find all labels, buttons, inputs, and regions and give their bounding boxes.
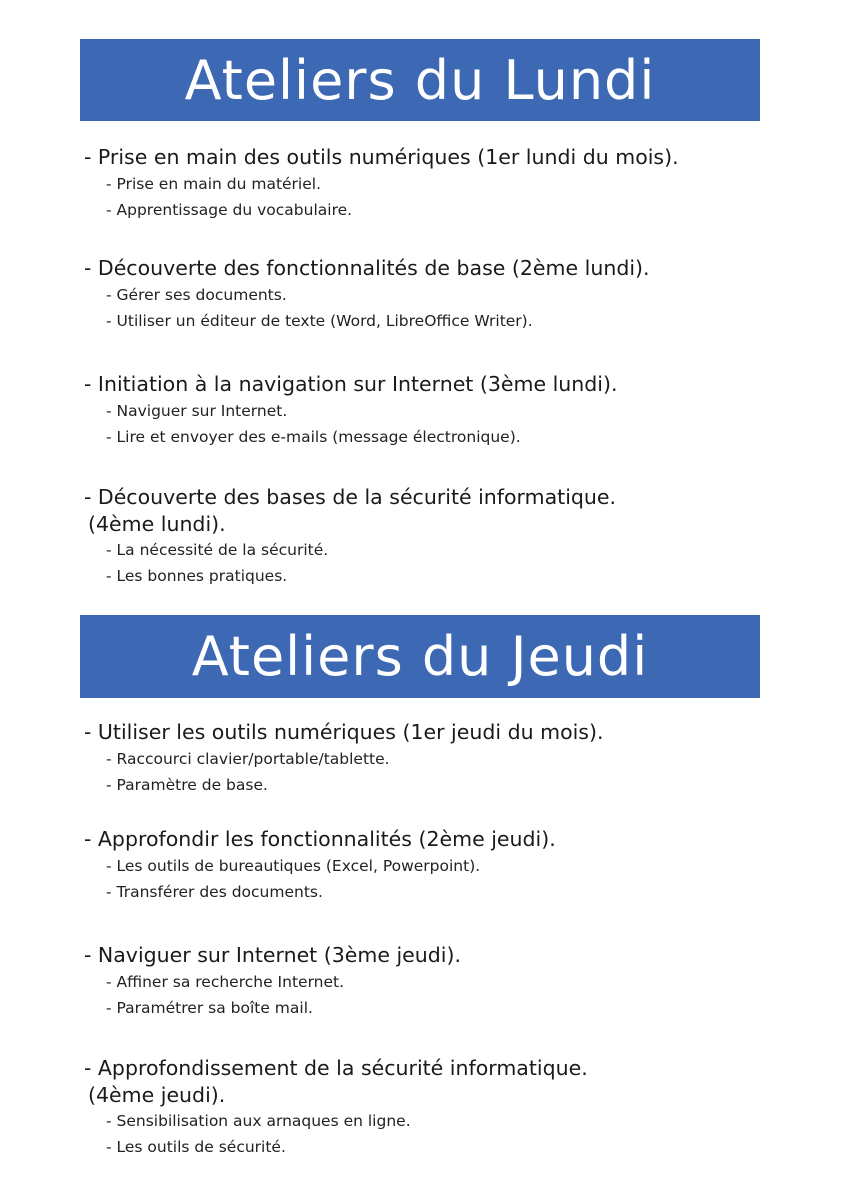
workshop-title: - Initiation à la navigation sur Internet (3ème lundi). (84, 372, 618, 396)
workshop-item-lundi-4 (84, 483, 824, 589)
workshop-subitem: - Affiner sa recherche Internet. (106, 973, 345, 991)
workshop-item-lundi-3 (84, 370, 824, 450)
workshop-subitem: - Lire et envoyer des e-mails (message électronique). (106, 428, 521, 446)
section-banner-jeudi (80, 615, 760, 698)
workshop-item-lundi-2 (84, 254, 824, 334)
workshop-title: - Découverte des fonctionnalités de base (2ème lundi). (84, 256, 650, 280)
workshop-title: - Naviguer sur Internet (3ème jeudi). (84, 943, 462, 967)
workshop-subitem: - Raccourci clavier/portable/tablette. (106, 750, 390, 768)
workshop-title-continuation: (4ème jeudi). (88, 1083, 226, 1107)
workshop-subitem: - Naviguer sur Internet. (106, 402, 288, 420)
workshop-item-jeudi-4 (84, 1054, 824, 1160)
workshop-subitem: - Apprentissage du vocabulaire. (106, 201, 353, 219)
section-banner-lundi (80, 39, 760, 121)
workshop-subitem: - Les outils de bureautiques (Excel, Powerpoint). (106, 857, 481, 875)
workshop-title: - Utiliser les outils numériques (1er jeudi du mois). (84, 720, 604, 744)
workshop-subitem: - Transférer des documents. (106, 883, 323, 901)
workshop-subitem: - Gérer ses documents. (106, 286, 287, 304)
workshop-subitem: - La nécessité de la sécurité. (106, 541, 329, 559)
workshop-subitem: - Paramètre de base. (106, 776, 268, 794)
workshop-item-jeudi-2 (84, 825, 824, 905)
workshop-subitem: - Paramétrer sa boîte mail. (106, 999, 313, 1017)
section-title-jeudi: Ateliers du Jeudi (191, 625, 649, 688)
workshop-subitem: - Les bonnes pratiques. (106, 567, 288, 585)
workshop-title: - Découverte des bases de la sécurité informatique. (84, 485, 617, 509)
workshop-title: - Approfondissement de la sécurité informatique. (84, 1056, 588, 1080)
workshop-title: - Approfondir les fonctionnalités (2ème jeudi). (84, 827, 556, 851)
section-title-lundi: Ateliers du Lundi (184, 48, 656, 112)
workshop-subitem: - Sensibilisation aux arnaques en ligne. (106, 1112, 411, 1130)
workshop-item-jeudi-1 (84, 718, 824, 798)
workshop-subitem: - Utiliser un éditeur de texte (Word, LibreOffice Writer). (106, 312, 533, 330)
workshop-title-continuation: (4ème lundi). (88, 512, 226, 536)
workshop-item-lundi-1 (84, 143, 824, 223)
workshop-subitem: - Prise en main du matériel. (106, 175, 322, 193)
workshop-item-jeudi-3 (84, 941, 824, 1021)
workshop-title: - Prise en main des outils numériques (1er lundi du mois). (84, 145, 679, 169)
workshop-subitem: - Les outils de sécurité. (106, 1138, 286, 1156)
